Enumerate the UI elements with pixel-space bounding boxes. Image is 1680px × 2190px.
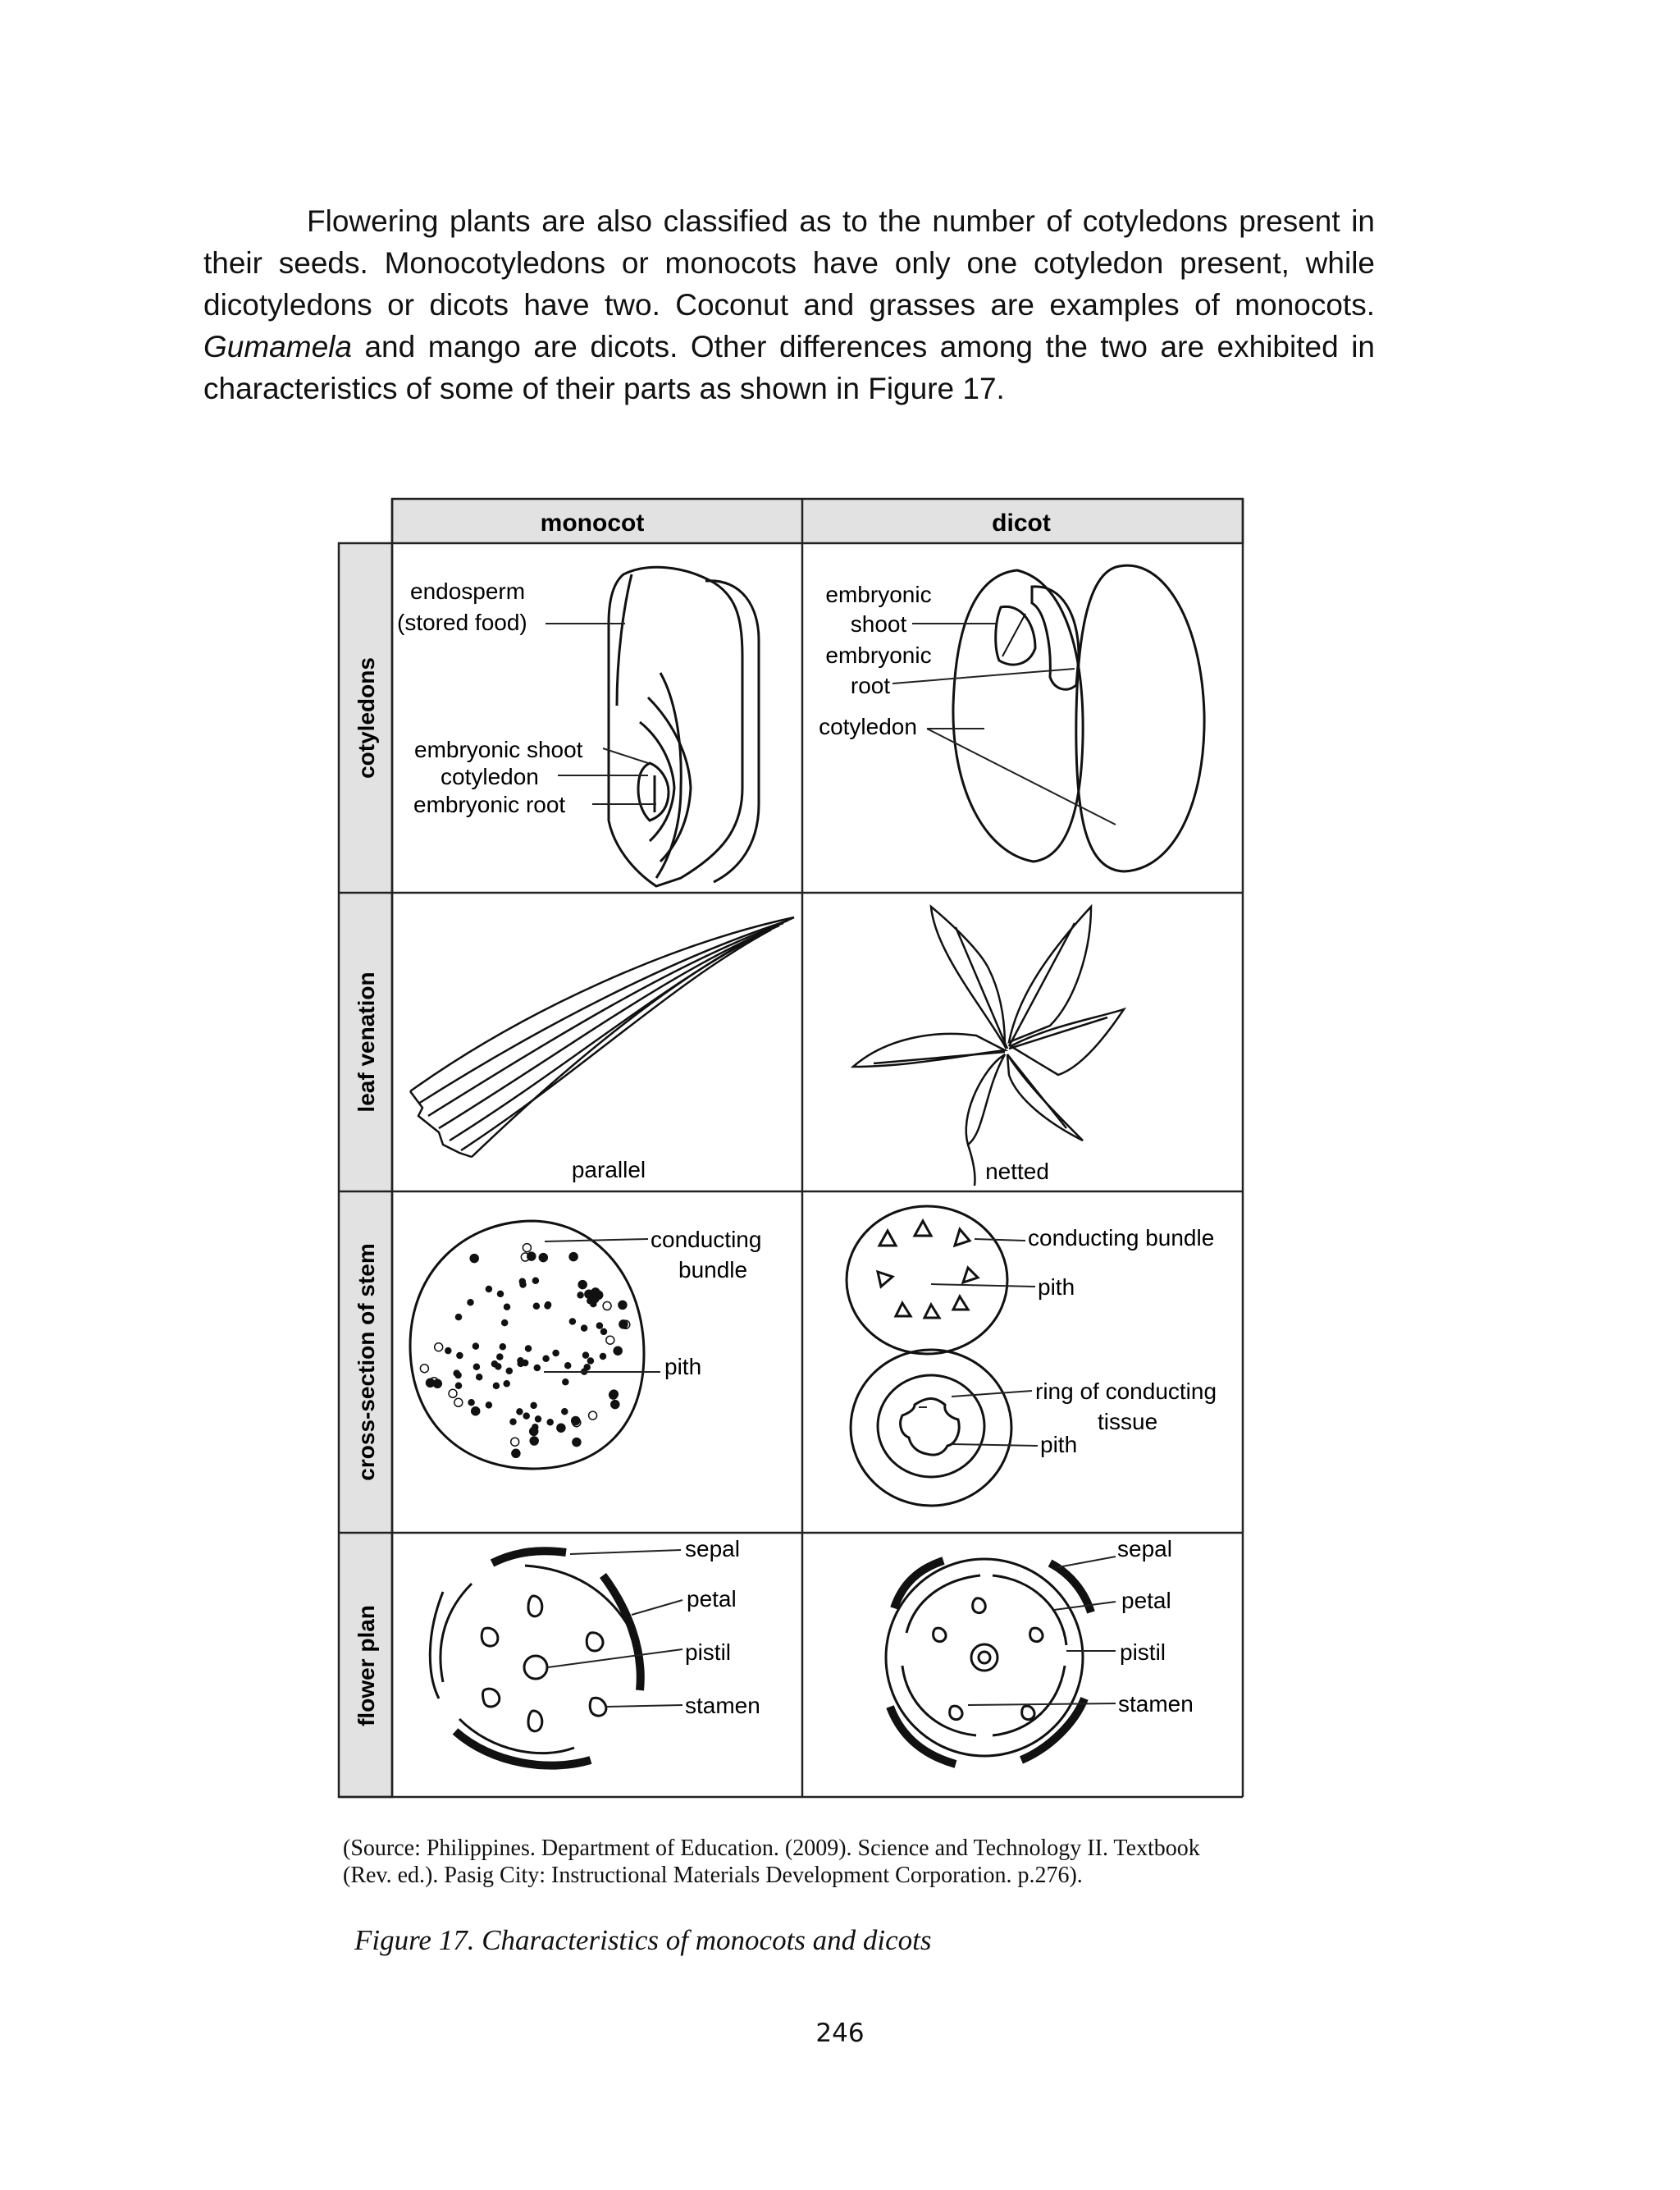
- label-netted: netted: [985, 1159, 1049, 1184]
- source-line-2: (Rev. ed.). Pasig City: Instructional Materials Development Corporation. p.276).: [343, 1863, 1083, 1888]
- label-mono-sepal: sepal: [685, 1536, 740, 1561]
- source-line-1: (Source: Philippines. Department of Education. (2009). Science and Technology II. Textbook: [343, 1836, 1200, 1861]
- bundle-dot: [493, 1383, 499, 1388]
- source-citation: [343, 1835, 1409, 1889]
- label-stored-food: (stored food): [397, 610, 527, 635]
- label-di-shoot-1: embryonic: [825, 582, 932, 607]
- bundle-dot: [457, 1353, 463, 1359]
- label-endosperm: endosperm: [410, 578, 526, 604]
- intro-text-2: and mango are dicots. Other differences among the two are exhibited in characteristics of some of their parts as shown in Figure 17.: [203, 330, 1375, 405]
- bundle-dot: [530, 1427, 538, 1435]
- bundle-dot: [468, 1400, 474, 1406]
- intro-text-1: Flowering plants are also classified as to the number of cotyledons present in their seeds. Monocotyledons or monocots have only one cotyledon present, while dicotyledons or dicots have two. Coconut and grasses are examples of monocots.: [203, 204, 1375, 322]
- bundle-dot: [543, 1356, 549, 1361]
- header-bar: [392, 499, 1243, 543]
- label-di-stamen: stamen: [1118, 1691, 1194, 1717]
- bundle-dot: [546, 1302, 551, 1308]
- bundle-dot: [523, 1244, 531, 1252]
- bundle-dot: [454, 1398, 463, 1406]
- monocot-seed-drawing: [609, 567, 759, 886]
- bundle-dot: [497, 1354, 503, 1360]
- monocot-leaf-drawing: [410, 917, 794, 1157]
- label-di-petal: petal: [1121, 1588, 1171, 1613]
- bundle-dot: [518, 1358, 523, 1364]
- bundle-dot: [553, 1351, 559, 1356]
- label-mono-pith: pith: [664, 1354, 702, 1379]
- bundle-dot: [600, 1354, 606, 1360]
- label-mono-shoot: embryonic shoot: [414, 737, 583, 762]
- bundle-dot: [619, 1301, 627, 1309]
- bundle-dot: [578, 1281, 587, 1289]
- label-di-pith-b: pith: [1040, 1432, 1078, 1457]
- bundle-dot: [456, 1383, 462, 1388]
- bundle-dot: [445, 1348, 451, 1354]
- dicot-stem-drawing: [847, 1206, 1011, 1506]
- bundle-dot: [611, 1401, 619, 1409]
- bundle-dot: [472, 1407, 480, 1415]
- intro-emphasis: Gumamela: [203, 330, 352, 363]
- label-mono-stamen: stamen: [685, 1693, 760, 1718]
- label-di-root-1: embryonic: [825, 642, 932, 668]
- bundle-dot: [557, 1424, 565, 1432]
- label-mono-bundle-2: bundle: [678, 1257, 748, 1282]
- dicot-seed-drawing: [953, 565, 1204, 871]
- label-parallel: parallel: [571, 1157, 646, 1182]
- bundle-dot: [500, 1344, 505, 1350]
- label-di-root-2: root: [850, 673, 891, 698]
- bundle-dot: [619, 1320, 628, 1328]
- row-cotyledons: cotyledons: [354, 657, 379, 779]
- bundle-dot: [547, 1420, 553, 1425]
- bundle-dot: [449, 1389, 457, 1397]
- bundle-dot: [601, 1328, 607, 1334]
- monocot-flower-drawing: [430, 1551, 640, 1765]
- bundle-dot: [502, 1320, 508, 1326]
- bundle-dot: [534, 1365, 540, 1371]
- bundle-dot: [562, 1409, 568, 1415]
- bundle-dot: [510, 1419, 516, 1424]
- bundle-dot: [582, 1325, 587, 1331]
- bundle-dot: [486, 1287, 491, 1292]
- bundle-dot: [420, 1365, 428, 1373]
- label-di-shoot-2: shoot: [850, 611, 907, 637]
- bundle-dot: [533, 1303, 539, 1309]
- bundle-dot: [573, 1438, 581, 1447]
- page-number: 246: [815, 2019, 865, 2048]
- label-di-sepal: sepal: [1117, 1536, 1172, 1561]
- label-mono-root: embryonic root: [413, 792, 566, 817]
- bundle-dot: [472, 1343, 478, 1349]
- bundle-dot: [603, 1302, 611, 1310]
- bundle-dot: [572, 1417, 580, 1425]
- bundle-dot: [473, 1364, 479, 1369]
- label-di-pith-a: pith: [1038, 1274, 1075, 1300]
- label-mono-cotyledon: cotyledon: [441, 764, 539, 789]
- bundle-dot: [578, 1292, 583, 1298]
- bundle-dot: [532, 1278, 538, 1283]
- row-leaf-venation: leaf venation: [354, 972, 379, 1113]
- bundle-dot: [585, 1290, 593, 1298]
- label-mono-petal: petal: [687, 1586, 737, 1612]
- bundle-dot: [468, 1300, 473, 1305]
- bundle-dot: [587, 1358, 593, 1364]
- row-flower-plan: flower plan: [354, 1605, 379, 1726]
- bundle-dot: [504, 1304, 510, 1310]
- bundle-dot: [536, 1416, 541, 1422]
- bundle-dot: [456, 1314, 462, 1320]
- bundle-dot: [530, 1437, 538, 1445]
- bundle-dot: [589, 1411, 597, 1420]
- dicot-flower-drawing: [886, 1559, 1091, 1764]
- label-di-pistil: pistil: [1120, 1639, 1166, 1665]
- bundle-dot: [517, 1409, 523, 1415]
- bundle-dot: [455, 1373, 461, 1378]
- label-di-ring-2: tissue: [1098, 1409, 1158, 1434]
- label-di-cotyledon: cotyledon: [819, 714, 917, 739]
- figure-caption: Figure 17. Characteristics of monocots and dicots: [354, 1924, 932, 1956]
- bundle-dot: [470, 1255, 478, 1263]
- bundle-dot: [539, 1254, 547, 1262]
- bundle-dot: [523, 1413, 529, 1419]
- bundle-dot: [498, 1291, 504, 1296]
- bundle-dot: [583, 1352, 589, 1358]
- bundle-dot: [569, 1253, 578, 1261]
- bundle-dot: [486, 1402, 491, 1408]
- label-di-ring-1: ring of conducting: [1035, 1378, 1217, 1404]
- bundle-dot: [477, 1374, 482, 1380]
- bundle-dot: [609, 1390, 618, 1398]
- bundle-dot: [614, 1346, 622, 1355]
- label-mono-bundle-1: conducting: [651, 1227, 762, 1252]
- bundle-dot: [531, 1402, 536, 1408]
- label-mono-pistil: pistil: [685, 1639, 732, 1665]
- bundle-dot: [596, 1323, 602, 1328]
- label-di-bundle: conducting bundle: [1028, 1225, 1215, 1250]
- dicot-leaf-drawing: [853, 907, 1124, 1186]
- bundle-dot: [435, 1343, 443, 1351]
- bundle-dot: [512, 1449, 520, 1457]
- bundle-dot: [511, 1438, 519, 1446]
- bundle-dot: [506, 1368, 512, 1374]
- bundle-dot: [526, 1346, 532, 1351]
- bundle-dot: [584, 1365, 590, 1370]
- bundle-dot: [569, 1319, 575, 1324]
- bundle-dot: [491, 1361, 497, 1367]
- bundle-dot: [563, 1379, 568, 1385]
- row-stem-section: cross-section of stem: [354, 1243, 379, 1481]
- bundle-dot: [520, 1282, 526, 1287]
- bundle-dot: [504, 1381, 509, 1387]
- bundle-dot: [565, 1363, 571, 1369]
- bundle-dot: [606, 1336, 614, 1344]
- monocot-stem-bundles: [420, 1244, 629, 1458]
- col-dicot: dicot: [992, 510, 1051, 537]
- col-monocot: monocot: [540, 510, 645, 537]
